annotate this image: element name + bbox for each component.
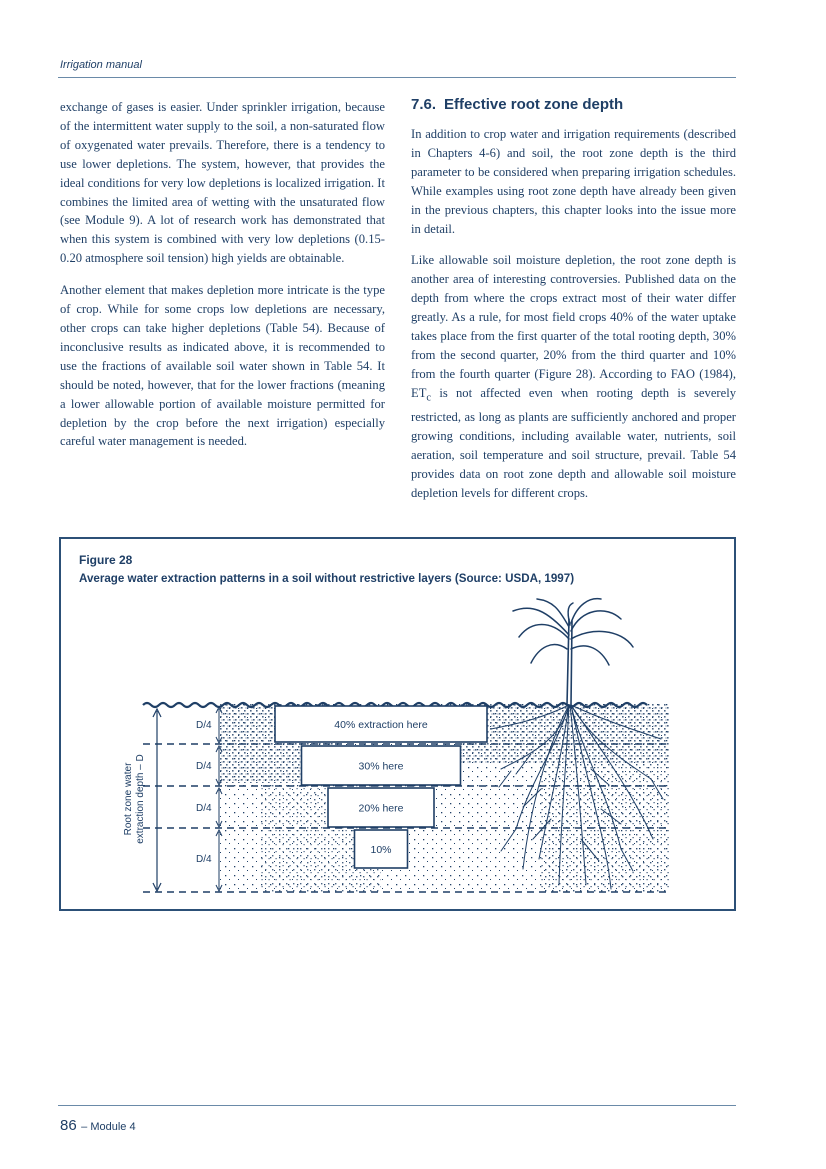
right-column <box>411 125 736 503</box>
module-label: – Module 4 <box>81 1121 136 1133</box>
right-paragraph-2-part-1: Like allowable soil moisture depletion, the root zone depth is another area of interesting controversies. Published data on the depth from where the crops extract most of their water differ greatly. As a rule, for most field crops 40% of the water uptake takes place from the first quarter of the total rooting depth, 30% from the second quarter, 20% from the third quarter and 10% from the fourth quarter (Figure 28). According to FAO (1984), ET <box>411 253 736 400</box>
figure-28-box <box>59 537 736 911</box>
extraction-label-2: 30% here <box>358 760 404 773</box>
extraction-label-1: 40% extraction here <box>334 719 428 731</box>
right-paragraph-2 <box>411 251 736 502</box>
figure-caption: Average water extraction patterns in a soil without restrictive layers (Source: USDA, 1997) <box>79 572 575 585</box>
etc-subscript: c <box>426 392 432 404</box>
right-paragraph-1: In addition to crop water and irrigation requirements (described in Chapters 4-6) and soil, the root zone depth is the third parameter to be considered when preparing irrigation schedules. While examples using root zone depth have already been given in the previous chapters, this chapter looks into the issue more in detail. <box>411 127 736 236</box>
left-column <box>60 98 385 451</box>
running-header: Irrigation manual <box>60 59 142 71</box>
axis-label-line-1: Root zone water <box>123 762 134 836</box>
page-number: 86 <box>60 1117 77 1134</box>
depth-label-1: D/4 <box>196 720 212 731</box>
footer-rule <box>58 1105 736 1106</box>
left-paragraph-2: Another element that makes depletion more intricate is the type of crop. While for some crops low depletions are necessary, other crops can take higher depletions (Table 54). Because of inconclusive results as indicated above, it is recommended to use the fractions of available soil water shown in Table 54. It should be noted, however, that for the lower fractions (meaning a lower allowable portion of available moisture permitted for depletion by the crop before the next irrigation) especially careful water management is needed. <box>60 283 385 449</box>
figure-label: Figure 28 <box>79 553 133 567</box>
depth-label-4: D/4 <box>196 854 212 865</box>
section-heading <box>411 96 623 113</box>
extraction-label-4: 10% <box>370 844 392 856</box>
header-rule <box>58 77 736 78</box>
section-number: 7.6. <box>411 96 437 113</box>
page-footer <box>60 1117 136 1135</box>
plant-leaves <box>513 599 633 665</box>
depth-label-3: D/4 <box>196 803 212 814</box>
plant-stem <box>567 619 572 705</box>
right-paragraph-2-part-2: is not affected even when rooting depth is severely restricted, as long as plants are sufficiently anchored and proper growing conditions, including available water, nutrients, soil aeration, soil temperature and soil structure, prevail. Table 54 provides data on root zone depth and allowable soil moisture depletion levels for different crops. <box>411 385 736 500</box>
extraction-label-3: 20% here <box>358 802 404 815</box>
section-title-text: Effective root zone depth <box>444 96 624 113</box>
extraction-diagram <box>61 539 734 909</box>
left-paragraph-1: exchange of gases is easier. Under sprinkler irrigation, because of the intermittent water supply to the soil, a non-saturated flow of oxygenated water prevails. Therefore, there is a tendency to use lower depletions. The system, however, that provides the ideal conditions for very low depletions is localized irrigation. It combines the limited area of wetting with the unsaturated flow (see Module 9). A lot of research work has demonstrated that when this system is combined with very low depletions (0.15-0.20 atmosphere soil tension) high yields are obtainable. <box>60 100 385 266</box>
depth-label-2: D/4 <box>196 761 212 772</box>
axis-label-line-2: extraction depth – D <box>135 754 146 844</box>
